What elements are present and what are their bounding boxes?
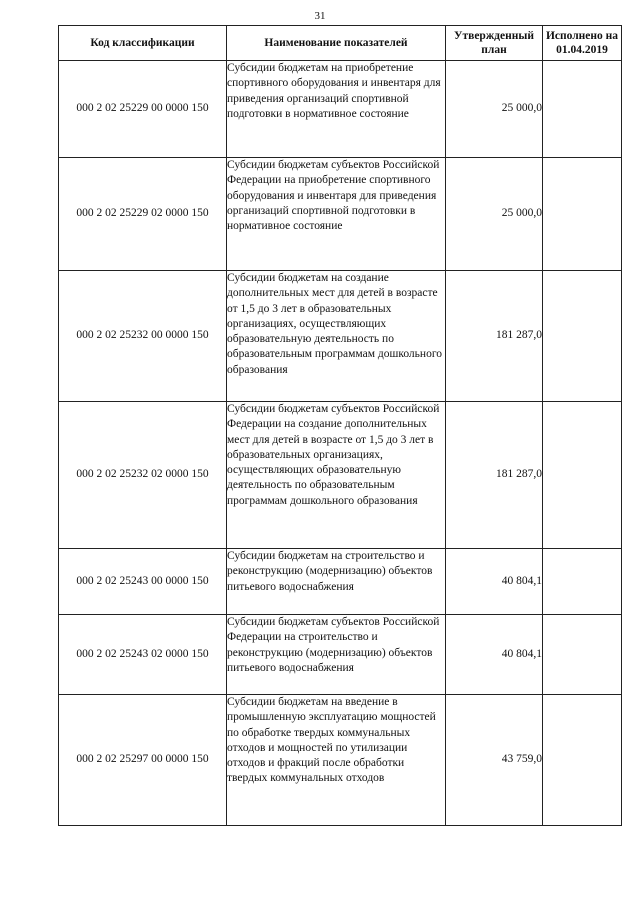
classification-code: 000 2 02 25229 02 0000 150 [59,158,227,271]
approved-plan-value: 43 759,0 [446,695,543,826]
executed-value [543,158,622,271]
table-row [59,158,622,271]
budget-table [58,25,622,826]
approved-plan-value: 25 000,0 [446,61,543,158]
classification-code: 000 2 02 25229 00 0000 150 [59,61,227,158]
table-header-row [59,26,622,61]
header-plan: Утвержденный план [446,26,543,61]
header-name: Наименование показателей [227,26,446,61]
approved-plan-value: 40 804,1 [446,615,543,695]
classification-code: 000 2 02 25232 00 0000 150 [59,271,227,402]
table-row [59,549,622,615]
page-number: 31 [314,10,326,22]
executed-value [543,402,622,549]
table-row [59,615,622,695]
indicator-name: Субсидии бюджетам на введение в промышленную эксплуатацию мощностей по обработке твердых коммунальных отходов и мощностей по утилизации отходов и фракций после обработки твердых коммунальных отходов [227,695,446,826]
table-row [59,271,622,402]
classification-code: 000 2 02 25297 00 0000 150 [59,695,227,826]
executed-value [543,271,622,402]
executed-value [543,549,622,615]
indicator-name: Субсидии бюджетам на приобретение спортивного оборудования и инвентаря для приведения организаций спортивной подготовки в нормативное состояние [227,61,446,158]
indicator-name: Субсидии бюджетам на строительство и реконструкцию (модернизацию) объектов питьевого водоснабжения [227,549,446,615]
indicator-name: Субсидии бюджетам субъектов Российской Федерации на строительство и реконструкцию (модернизацию) объектов питьевого водоснабжения [227,615,446,695]
header-code: Код классификации [59,26,227,61]
classification-code: 000 2 02 25243 00 0000 150 [59,549,227,615]
table-row [59,61,622,158]
classification-code: 000 2 02 25243 02 0000 150 [59,615,227,695]
approved-plan-value: 181 287,0 [446,402,543,549]
table-row [59,695,622,826]
approved-plan-value: 25 000,0 [446,158,543,271]
classification-code: 000 2 02 25232 02 0000 150 [59,402,227,549]
executed-value [543,695,622,826]
indicator-name: Субсидии бюджетам на создание дополнительных мест для детей в возрасте от 1,5 до 3 лет в образовательных организациях, осуществляющих образовательную деятельность по образовательным программам дошкольного образования [227,271,446,402]
indicator-name: Субсидии бюджетам субъектов Российской Федерации на создание дополнительных мест для детей в возрасте от 1,5 до 3 лет в образовательных организациях, осуществляющих образовательную деятельность по образовательным программам дошкольного образования [227,402,446,549]
approved-plan-value: 181 287,0 [446,271,543,402]
table-row [59,402,622,549]
header-done: Исполнено на 01.04.2019 [543,26,622,61]
approved-plan-value: 40 804,1 [446,549,543,615]
executed-value [543,61,622,158]
indicator-name: Субсидии бюджетам субъектов Российской Федерации на приобретение спортивного оборудования и инвентаря для приведения организаций спортивной подготовки в нормативное состояние [227,158,446,271]
executed-value [543,615,622,695]
